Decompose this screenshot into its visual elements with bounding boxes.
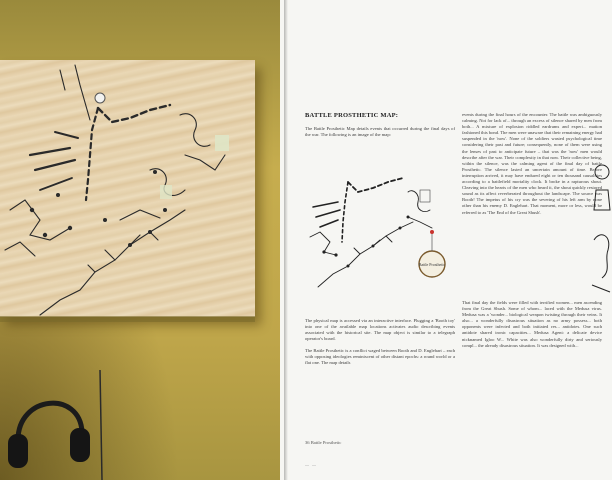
right-column-bottom: That final day the fields were filled with terrified women... men ascending from the Great Shush. Some of whom... laced with the Medusa virus. Medusa was a 'wonder... biological weapon twisting through their veins. It also... a wonderfully disastrous situation as no army possess... both opponents were infected and both initiated res... antidotes. One such antidote shared ironic capacities... Medusa Agent: a delicate device nicknamed Igloo W... White was also wonderfully dirty and seriously compl... the already disastrous situation. It was designed with... bbox=[462, 300, 602, 348]
wooden-map-board bbox=[0, 60, 255, 317]
section-heading: BATTLE PROSTHETIC MAP: bbox=[305, 112, 399, 119]
headphones-icon[interactable] bbox=[0, 370, 120, 480]
page-footer: — — bbox=[305, 462, 317, 467]
conflict-paragraph: The Battle Prosthetic is a conflict waged between Booth and D. Englehart – each with opposing ideologies reminiscent of other distant epochs: a round world or a flat one. The map details bbox=[305, 348, 455, 366]
gallery-photo bbox=[0, 0, 280, 480]
page-gutter bbox=[284, 0, 288, 480]
margin-illustration bbox=[588, 160, 612, 300]
page-folio: 36 Battle Prosthetic bbox=[305, 440, 342, 445]
map-drawing bbox=[0, 60, 255, 317]
intro-paragraph: The Battle Prosthetic Map details events that occurred during the final days of the war. The following is an image of the map: bbox=[305, 126, 455, 138]
map-legend-badge bbox=[419, 230, 446, 277]
right-column-top: events during the final hours of the encounter. The battle was ambiguously calming. Not for lack of... through an excess of silence shared by men from both... A mixture of explosion riddled eardrums and experi... mation fashioned this bond. The men were unaware that their remaining energy had suspended in the 'now'. None of the soldiers wasted psychological time considering their past and future; consequently, none of them were using the lenses of past to anticipate future – that was the 'now' men would describe after the war. Their complexity in that now. Their collective being, within the silence, was the calming agent of the final day of battle Prosthetic. The silence lasted an uncertain amount of time. Before interruption arrived, it may have endured eight or ten thousand causalities according to a battlefield mortality clock. It broke in a rapturous shout. Cleaving into the hearts of the men who heard it, the shout quickly restored sound as its affect reverberated throughout the landscape. The source was Booth! The impetus of his cry was the severing of his left arm by none other than his enemy D. Englehart. That moment, more or less, would be referred to as 'The End of the Great Shush'. bbox=[462, 112, 602, 215]
board-shadow-edge bbox=[0, 316, 255, 322]
svg-text:Battle Prosthetic: Battle Prosthetic bbox=[418, 262, 446, 267]
interface-paragraph: The physical map is accessed via an interactive interface. Plugging a 'Booth toy' into one of the available map locations activates audio describing events associated with the historical site. The map object is similar to a telegraph operator's board. bbox=[305, 318, 455, 342]
map-illustration bbox=[308, 162, 458, 292]
